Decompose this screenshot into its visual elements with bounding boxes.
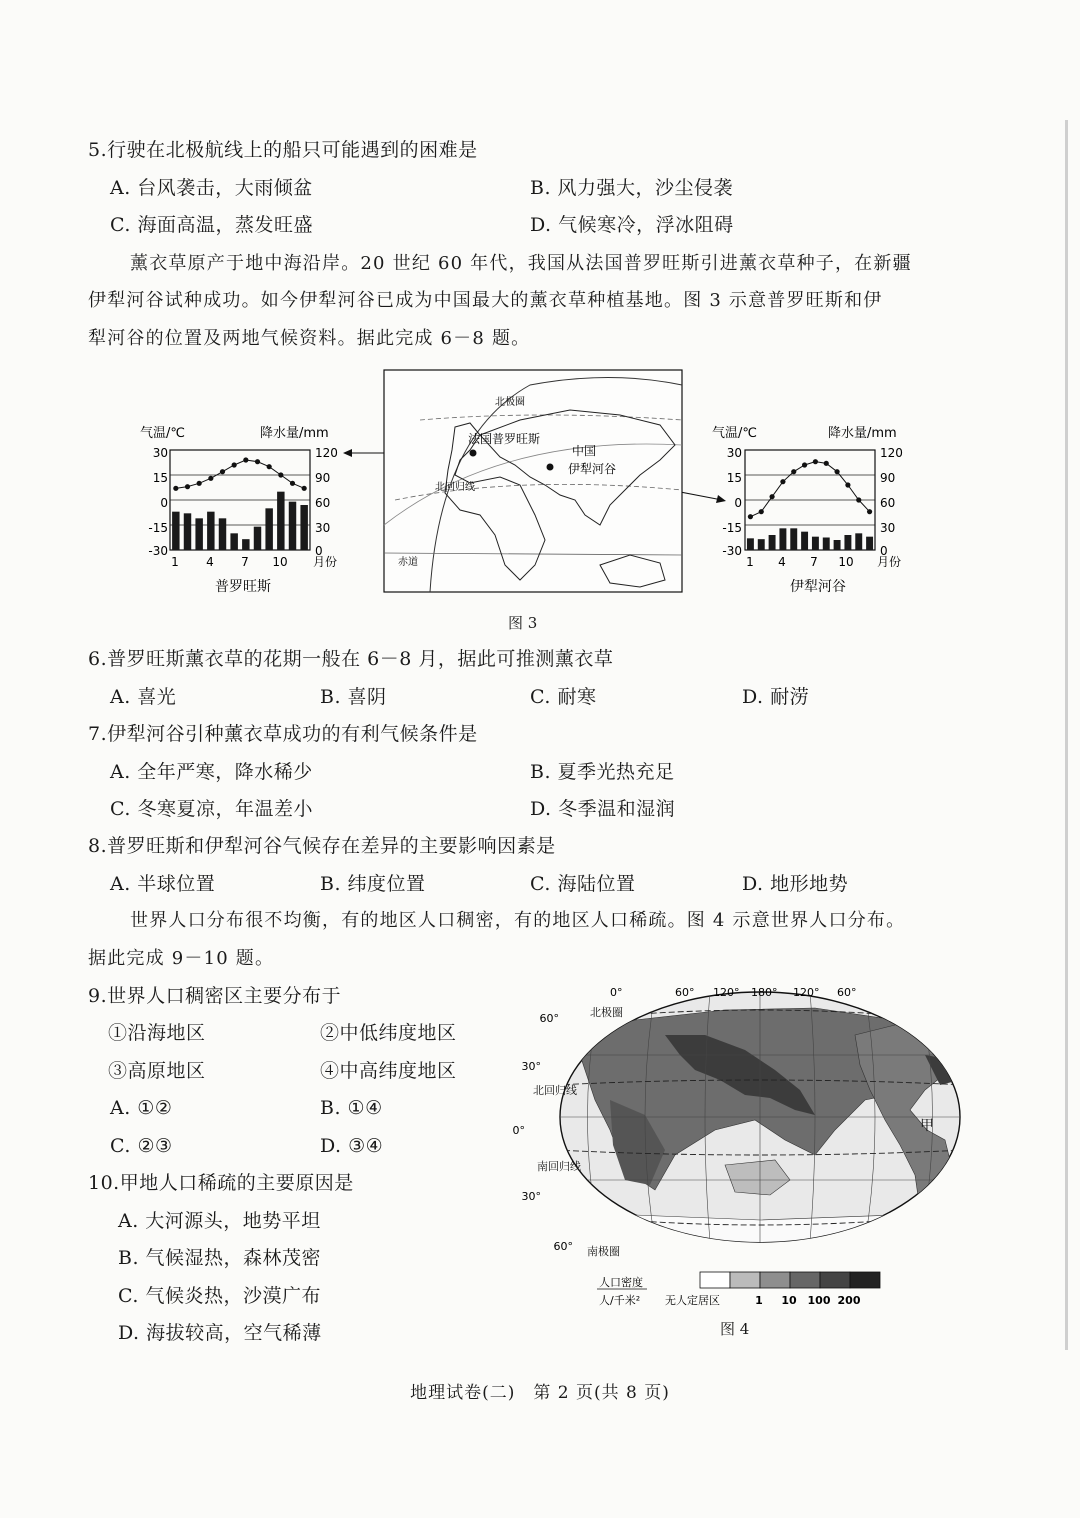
map-arctic-label: 北极圈 bbox=[495, 397, 525, 408]
climate-chart-ili bbox=[712, 425, 903, 595]
q9-statement-1: ①沿海地区 bbox=[108, 1022, 206, 1044]
map-ili-label: 伊犁河谷 bbox=[568, 462, 617, 476]
precip-bar bbox=[855, 533, 862, 550]
legend-swatch bbox=[730, 1272, 760, 1288]
q9-statement-3: ③高原地区 bbox=[108, 1060, 206, 1082]
locator-map bbox=[384, 370, 682, 592]
temp-point bbox=[780, 479, 785, 484]
temp-tick: 0 bbox=[734, 496, 742, 510]
precip-tick: 0 bbox=[880, 544, 888, 558]
precip-bar bbox=[769, 535, 776, 550]
temp-point bbox=[267, 464, 272, 469]
figure-3-caption: 图 3 bbox=[508, 614, 538, 632]
temp-tick: -15 bbox=[148, 521, 168, 535]
ili-marker bbox=[547, 464, 554, 471]
precip-bar bbox=[289, 502, 296, 550]
q9-option-c: C. ②③ bbox=[110, 1135, 173, 1157]
precip-bar bbox=[277, 492, 284, 550]
q6-option-c: C. 耐寒 bbox=[530, 686, 597, 708]
q8-option-c: C. 海陆位置 bbox=[530, 873, 636, 895]
temp-point bbox=[173, 486, 178, 491]
legend-swatch bbox=[700, 1272, 730, 1288]
q9-option-b: B. ①④ bbox=[320, 1097, 383, 1119]
legend-none-label: 无人定居区 bbox=[665, 1294, 720, 1307]
temp-point bbox=[834, 469, 839, 474]
q7-option-a: A. 全年严寒，降水稀少 bbox=[110, 761, 313, 783]
temp-point bbox=[197, 481, 202, 486]
month-unit: 月份 bbox=[313, 555, 338, 569]
lon-label: 0° bbox=[610, 986, 623, 999]
legend-swatch bbox=[820, 1272, 850, 1288]
q8-option-d: D. 地形地势 bbox=[742, 873, 849, 895]
antarctic-label: 南极圈 bbox=[587, 1245, 620, 1258]
q9-stem: 9.世界人口稠密区主要分布于 bbox=[88, 985, 342, 1007]
temp-point bbox=[824, 461, 829, 466]
passage1-line3: 犁河谷的位置及两地气候资料。据此完成 6－8 题。 bbox=[88, 328, 531, 349]
map-tropic-label: 北回归线 bbox=[435, 482, 475, 493]
temp-line bbox=[176, 460, 304, 488]
q8-stem: 8.普罗旺斯和伊犁河谷气候存在差异的主要影响因素是 bbox=[88, 835, 556, 857]
lat-label: 0° bbox=[512, 1124, 525, 1137]
tropic-s-label: 南回归线 bbox=[537, 1160, 581, 1173]
legend-swatch bbox=[850, 1272, 880, 1288]
temp-point bbox=[769, 494, 774, 499]
temp-point bbox=[845, 482, 850, 487]
month-tick: 7 bbox=[810, 555, 818, 569]
precip-tick: 30 bbox=[315, 521, 331, 535]
precip-tick: 0 bbox=[315, 544, 323, 558]
map-china-label: 中国 bbox=[572, 444, 597, 458]
q5-option-c: C. 海面高温，蒸发旺盛 bbox=[110, 214, 313, 236]
passage1-line2: 伊犁河谷试种成功。如今伊犁河谷已成为中国最大的薰衣草种植基地。图 3 示意普罗旺斯和伊 bbox=[88, 290, 883, 311]
precip-bar bbox=[823, 538, 830, 551]
population-legend bbox=[597, 1272, 880, 1307]
arrow-head bbox=[343, 449, 352, 457]
temp-point bbox=[759, 509, 764, 514]
legend-unit: 人/千米² bbox=[599, 1294, 641, 1307]
lon-label: 120° bbox=[713, 986, 740, 999]
precip-bar bbox=[265, 508, 272, 550]
lon-label: 120° bbox=[793, 986, 820, 999]
precip-bar bbox=[790, 528, 797, 550]
precip-bar bbox=[242, 539, 249, 550]
month-tick: 10 bbox=[272, 555, 288, 569]
precip-tick: 120 bbox=[315, 446, 338, 460]
precip-axis-label: 降水量/mm bbox=[828, 426, 897, 441]
q9-option-a: A. ①② bbox=[110, 1097, 173, 1119]
q5-option-b: B. 风力强大，沙尘侵袭 bbox=[530, 177, 734, 199]
lon-label: 60° bbox=[837, 986, 857, 999]
precip-tick: 120 bbox=[880, 446, 903, 460]
month-tick: 7 bbox=[241, 555, 249, 569]
temp-point bbox=[255, 459, 260, 464]
temp-line bbox=[750, 462, 869, 517]
temp-axis-label: 气温/℃ bbox=[712, 426, 757, 441]
legend-swatch bbox=[790, 1272, 820, 1288]
chart-name: 伊犁河谷 bbox=[790, 579, 846, 595]
temp-tick: 30 bbox=[726, 446, 742, 460]
lon-label: 60° bbox=[675, 986, 695, 999]
temp-tick: 15 bbox=[152, 471, 168, 485]
precip-bar bbox=[184, 513, 191, 550]
q7-option-c: C. 冬寒夏凉，年温差小 bbox=[110, 798, 313, 820]
q7-stem: 7.伊犁河谷引种薰衣草成功的有利气候条件是 bbox=[88, 723, 478, 745]
lat-label: 30° bbox=[521, 1060, 541, 1073]
arctic-label: 北极圈 bbox=[590, 1006, 623, 1019]
legend-value: 1 bbox=[755, 1294, 763, 1307]
map-frame bbox=[384, 370, 682, 592]
legend-value: 100 bbox=[807, 1294, 831, 1307]
temp-point bbox=[856, 497, 861, 502]
temp-tick: -30 bbox=[722, 544, 742, 558]
precip-bar bbox=[207, 512, 214, 550]
temp-tick: 15 bbox=[726, 471, 742, 485]
precip-bar bbox=[758, 539, 765, 550]
lat-label: 30° bbox=[521, 1190, 541, 1203]
precip-bar bbox=[779, 528, 786, 550]
figure-4-caption: 图 4 bbox=[720, 1320, 750, 1338]
q7-option-b: B. 夏季光热充足 bbox=[530, 761, 675, 783]
precip-bar bbox=[801, 532, 808, 550]
precip-bar bbox=[834, 540, 841, 550]
legend-title: 人口密度 bbox=[599, 1276, 643, 1289]
q10-option-d: D. 海拔较高，空气稀薄 bbox=[118, 1322, 322, 1344]
arrow-head bbox=[716, 495, 726, 503]
q6-option-d: D. 耐涝 bbox=[742, 686, 810, 708]
temp-point bbox=[243, 457, 248, 462]
q6-option-b: B. 喜阴 bbox=[320, 686, 387, 708]
page-edge bbox=[1065, 120, 1068, 1350]
lat-label: 60° bbox=[539, 1012, 559, 1025]
q9-option-d: D. ③④ bbox=[320, 1135, 384, 1157]
q5-stem: 5.行驶在北极航线上的船只可能遇到的困难是 bbox=[88, 139, 478, 161]
q5-option-d: D. 气候寒冷，浮冰阻碍 bbox=[530, 214, 734, 236]
precip-bar bbox=[866, 537, 873, 550]
legend-swatch bbox=[760, 1272, 790, 1288]
passage1-line1: 薰衣草原产于地中海沿岸。20 世纪 60 年代，我国从法国普罗旺斯引进薰衣草种子，在新疆 bbox=[130, 253, 912, 274]
precip-bar bbox=[172, 512, 179, 550]
temp-point bbox=[232, 462, 237, 467]
month-tick: 10 bbox=[838, 555, 854, 569]
q10-option-a: A. 大河源头，地势平坦 bbox=[118, 1210, 321, 1232]
lon-label: 180° bbox=[751, 986, 778, 999]
temp-point bbox=[302, 486, 307, 491]
q7-option-d: D. 冬季温和湿润 bbox=[530, 798, 676, 820]
passage2-line2: 据此完成 9－10 题。 bbox=[88, 948, 275, 969]
q9-statement-2: ②中低纬度地区 bbox=[320, 1022, 457, 1044]
tropic-n-label: 北回归线 bbox=[533, 1084, 577, 1097]
temp-tick: 30 bbox=[152, 446, 168, 460]
precip-tick: 60 bbox=[315, 496, 331, 510]
figure-4 bbox=[512, 980, 975, 1315]
precip-bar bbox=[254, 527, 261, 550]
month-tick: 1 bbox=[746, 555, 754, 569]
temp-tick: -15 bbox=[722, 521, 742, 535]
precip-bar bbox=[812, 537, 819, 550]
precip-bar bbox=[747, 538, 754, 550]
temp-point bbox=[813, 459, 818, 464]
temp-point bbox=[185, 484, 190, 489]
temp-point bbox=[802, 462, 807, 467]
temp-axis-label: 气温/℃ bbox=[140, 426, 185, 441]
climate-chart-provence bbox=[140, 425, 338, 595]
chart-name: 普罗旺斯 bbox=[215, 579, 271, 595]
precip-bar bbox=[230, 533, 237, 550]
legend-value: 10 bbox=[781, 1294, 797, 1307]
month-tick: 4 bbox=[778, 555, 786, 569]
precip-bar bbox=[300, 505, 307, 550]
legend-value: 200 bbox=[837, 1294, 861, 1307]
map-provence-label: 法国普罗旺斯 bbox=[468, 432, 541, 446]
temp-point bbox=[220, 469, 225, 474]
provence-marker bbox=[470, 450, 477, 457]
passage2-line1: 世界人口分布很不均衡，有的地区人口稠密，有的地区人口稀疏。图 4 示意世界人口分布。 bbox=[130, 910, 906, 931]
q8-option-b: B. 纬度位置 bbox=[320, 873, 426, 895]
jia-marker-label: 甲 bbox=[920, 1118, 934, 1134]
q10-stem: 10.甲地人口稀疏的主要原因是 bbox=[88, 1172, 354, 1194]
q9-statement-4: ④中高纬度地区 bbox=[320, 1060, 457, 1082]
temp-point bbox=[791, 469, 796, 474]
q6-option-a: A. 喜光 bbox=[110, 686, 177, 708]
precip-tick: 90 bbox=[880, 471, 896, 485]
q5-option-a: A. 台风袭击，大雨倾盆 bbox=[110, 177, 313, 199]
q10-option-b: B. 气候湿热，森林茂密 bbox=[118, 1247, 322, 1269]
month-tick: 4 bbox=[206, 555, 214, 569]
temp-point bbox=[748, 514, 753, 519]
precip-axis-label: 降水量/mm bbox=[260, 426, 329, 441]
precip-tick: 30 bbox=[880, 521, 896, 535]
month-unit: 月份 bbox=[877, 555, 902, 569]
q8-option-a: A. 半球位置 bbox=[110, 873, 216, 895]
month-tick: 1 bbox=[171, 555, 179, 569]
figure-3 bbox=[0, 365, 1080, 635]
lat-label: 60° bbox=[553, 1240, 573, 1253]
temp-point bbox=[867, 509, 872, 514]
temp-point bbox=[278, 472, 283, 477]
precip-bar bbox=[195, 518, 202, 550]
world-map bbox=[513, 986, 966, 1258]
temp-point bbox=[290, 481, 295, 486]
temp-tick: 0 bbox=[160, 496, 168, 510]
q6-stem: 6.普罗旺斯薰衣草的花期一般在 6－8 月，据此可推测薰衣草 bbox=[88, 648, 614, 670]
map-equator-label: 赤道 bbox=[398, 557, 418, 568]
precip-bar bbox=[844, 535, 851, 550]
temp-tick: -30 bbox=[148, 544, 168, 558]
page-footer: 地理试卷(二) 第 2 页(共 8 页) bbox=[410, 1383, 670, 1403]
precip-tick: 60 bbox=[880, 496, 896, 510]
precip-tick: 90 bbox=[315, 471, 331, 485]
temp-point bbox=[208, 476, 213, 481]
precip-bar bbox=[219, 518, 226, 550]
q10-option-c: C. 气候炎热，沙漠广布 bbox=[118, 1285, 321, 1307]
